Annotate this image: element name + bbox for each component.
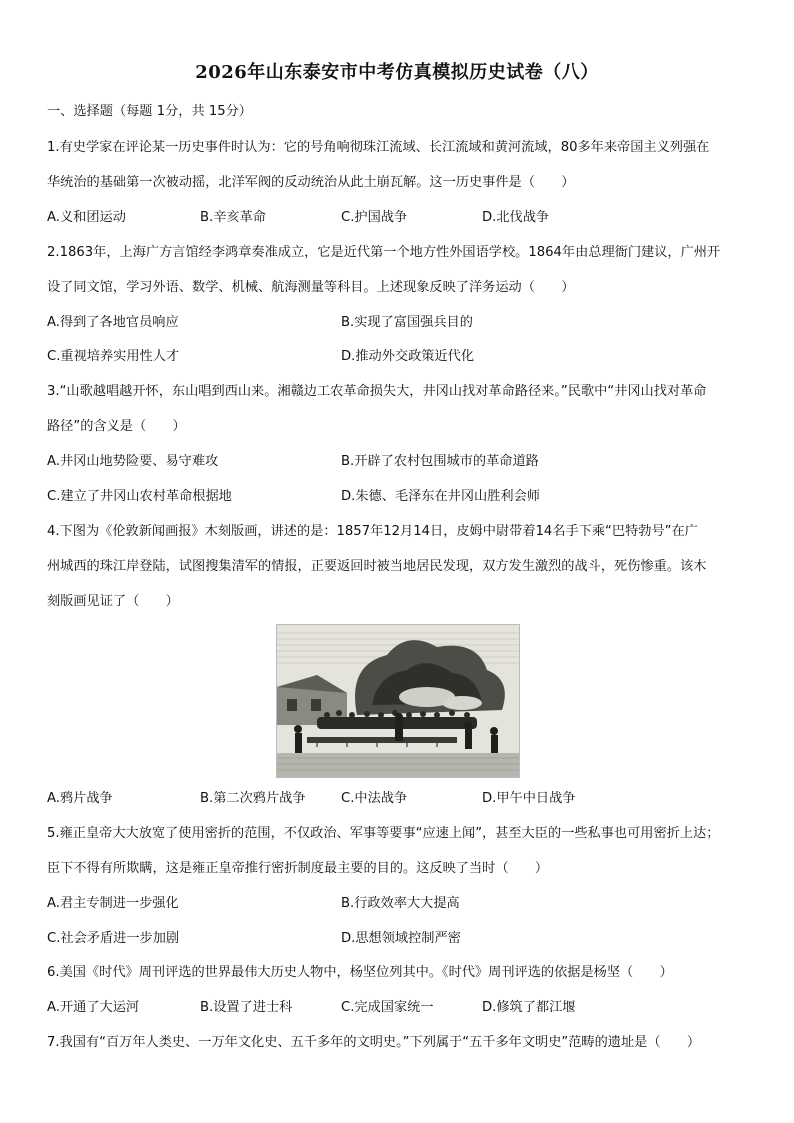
exam-title: 2026年山东泰安市中考仿真模拟历史试卷（八） (195, 62, 599, 83)
question-6-option-c: C.完成国家统一 (341, 1000, 434, 1015)
question-2-line-2: 设了同文馆，学习外语、数学、机械、航海测量等科目。上述现象反映了洋务运动（ ） (47, 280, 575, 295)
question-4-line-2: 州城西的珠江岸登陆，试图搜集清军的情报，正要返回时被当地居民发现，双方发生激烈的战斗，死伤惨重。该木 (47, 559, 707, 574)
question-1-option-b: B.辛亥革命 (200, 210, 266, 225)
question-3-line-2: 路径”的含义是（ ） (47, 419, 186, 434)
question-5-line-1: 5.雍正皇帝大大放宽了使用密折的范围，不仅政治、军事等要事“应速上闻”，甚至大臣的一些私事也可用密折上达； (47, 826, 720, 841)
woodcut-engraving-image (276, 624, 520, 778)
question-5-option-d: D.思想领域控制严密 (341, 931, 461, 946)
question-3-option-a: A.井冈山地势险要、易守难攻 (47, 454, 219, 469)
question-7-line-1: 7.我国有“百万年人类史、一万年文化史、五千多年的文明史。”下列属于“五千多年文明史”范畴的遗址是（ ） (47, 1035, 701, 1050)
question-3-line-1: 3.“山歌越唱越开怀，东山唱到西山来。湘赣边工农革命损失大，井冈山找对革命路径来。”民歌中“井冈山找对革命 (47, 384, 707, 399)
question-4-line-1: 4.下图为《伦敦新闻画报》木刻版画，讲述的是：1857年12月14日，皮姆中尉带着14名手下乘“巴特勃号”在广 (47, 524, 698, 539)
question-3-option-d: D.朱德、毛泽东在井冈山胜利会师 (341, 489, 540, 504)
question-2-line-1: 2.1863年，上海广方言馆经李鸿章奏准成立，它是近代第一个地方性外国语学校。1864年由总理衙门建议，广州开 (47, 245, 721, 260)
question-6-line-1: 6.美国《时代》周刊评选的世界最伟大历史人物中，杨坚位列其中。《时代》周刊评选的依据是杨坚（ ） (47, 965, 673, 980)
question-1-option-a: A.义和团运动 (47, 210, 126, 225)
question-2-option-d: D.推动外交政策近代化 (341, 349, 475, 364)
section-heading: 一、选择题（每题 1分，共 15分） (47, 104, 252, 119)
question-1-line-2: 华统治的基础第一次被动摇，北洋军阀的反动统治从此土崩瓦解。这一历史事件是（ ） (47, 175, 575, 190)
question-4-option-a: A.鸦片战争 (47, 791, 113, 806)
question-3-option-b: B.开辟了农村包围城市的革命道路 (341, 454, 539, 469)
question-1-option-d: D.北伐战争 (482, 210, 550, 225)
question-4-option-b: B.第二次鸦片战争 (200, 791, 306, 806)
question-6-option-a: A.开通了大运河 (47, 1000, 140, 1015)
question-5-option-a: A.君主专制进一步强化 (47, 896, 179, 911)
question-2-option-b: B.实现了富国强兵目的 (341, 315, 473, 330)
question-3-option-c: C.建立了井冈山农村革命根据地 (47, 489, 232, 504)
question-2-option-a: A.得到了各地官员响应 (47, 315, 179, 330)
question-4-option-d: D.甲午中日战争 (482, 791, 576, 806)
question-5-line-2: 臣下不得有所欺瞒，这是雍正皇帝推行密折制度最主要的目的。这反映了当时（ ） (47, 861, 549, 876)
question-1-line-1: 1.有史学家在评论某一历史事件时认为：它的号角响彻珠江流域、长江流域和黄河流域，80多年来帝国主义列强在 (47, 140, 710, 155)
question-2-option-c: C.重视培养实用性人才 (47, 349, 180, 364)
question-1-option-c: C.护国战争 (341, 210, 408, 225)
question-5-option-c: C.社会矛盾进一步加剧 (47, 931, 180, 946)
question-4-option-c: C.中法战争 (341, 791, 408, 806)
question-4-line-3: 刻版画见证了（ ） (47, 594, 179, 609)
question-5-option-b: B.行政效率大大提高 (341, 896, 460, 911)
woodcut-engraving-illustration (277, 625, 519, 777)
question-6-option-b: B.设置了进士科 (200, 1000, 293, 1015)
question-6-option-d: D.修筑了都江堰 (482, 1000, 576, 1015)
